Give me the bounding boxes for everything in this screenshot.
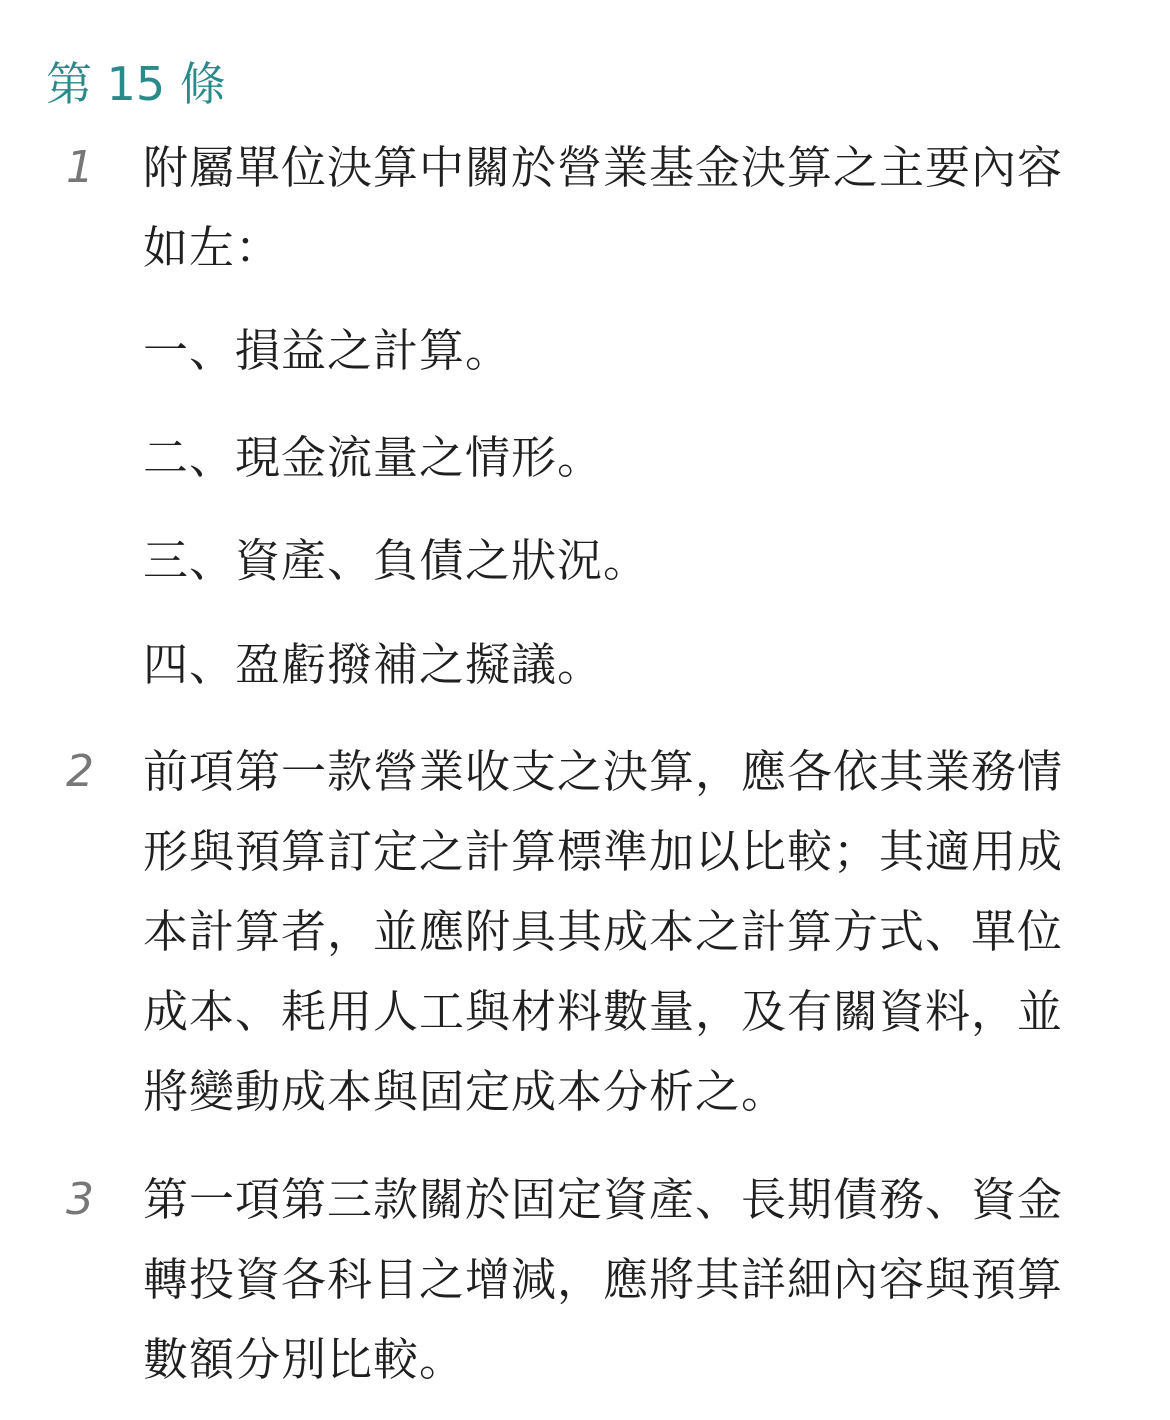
list-item: 四、盈虧撥補之擬議。 xyxy=(143,638,604,691)
article-title: 第 15 條 xyxy=(46,57,226,111)
list-item: 一、損益之計算。 xyxy=(143,324,512,377)
paragraph-number: 2 xyxy=(66,746,94,797)
paragraph-text: 前項第一款營業收支之決算，應各依其業務情形與預算訂定之計算標準加以比較；其適用成本計算者，並應附具其成本之計算方式、單位成本、耗用人工與材料數量，及有關資料，並將變動成本與固定成本分析之。 xyxy=(143,745,1064,1118)
paragraph-number: 1 xyxy=(66,142,94,193)
list-item: 三、資產、負債之狀況。 xyxy=(143,534,650,587)
paragraph-text: 附屬單位決算中關於營業基金決算之主要內容如左： xyxy=(143,141,1064,274)
paragraph-text: 第一項第三款關於固定資產、長期債務、資金轉投資各科目之增減，應將其詳細內容與預算數額分別比較。 xyxy=(143,1173,1064,1386)
list-item: 二、現金流量之情形。 xyxy=(143,431,604,484)
paragraph-number: 3 xyxy=(66,1174,94,1225)
